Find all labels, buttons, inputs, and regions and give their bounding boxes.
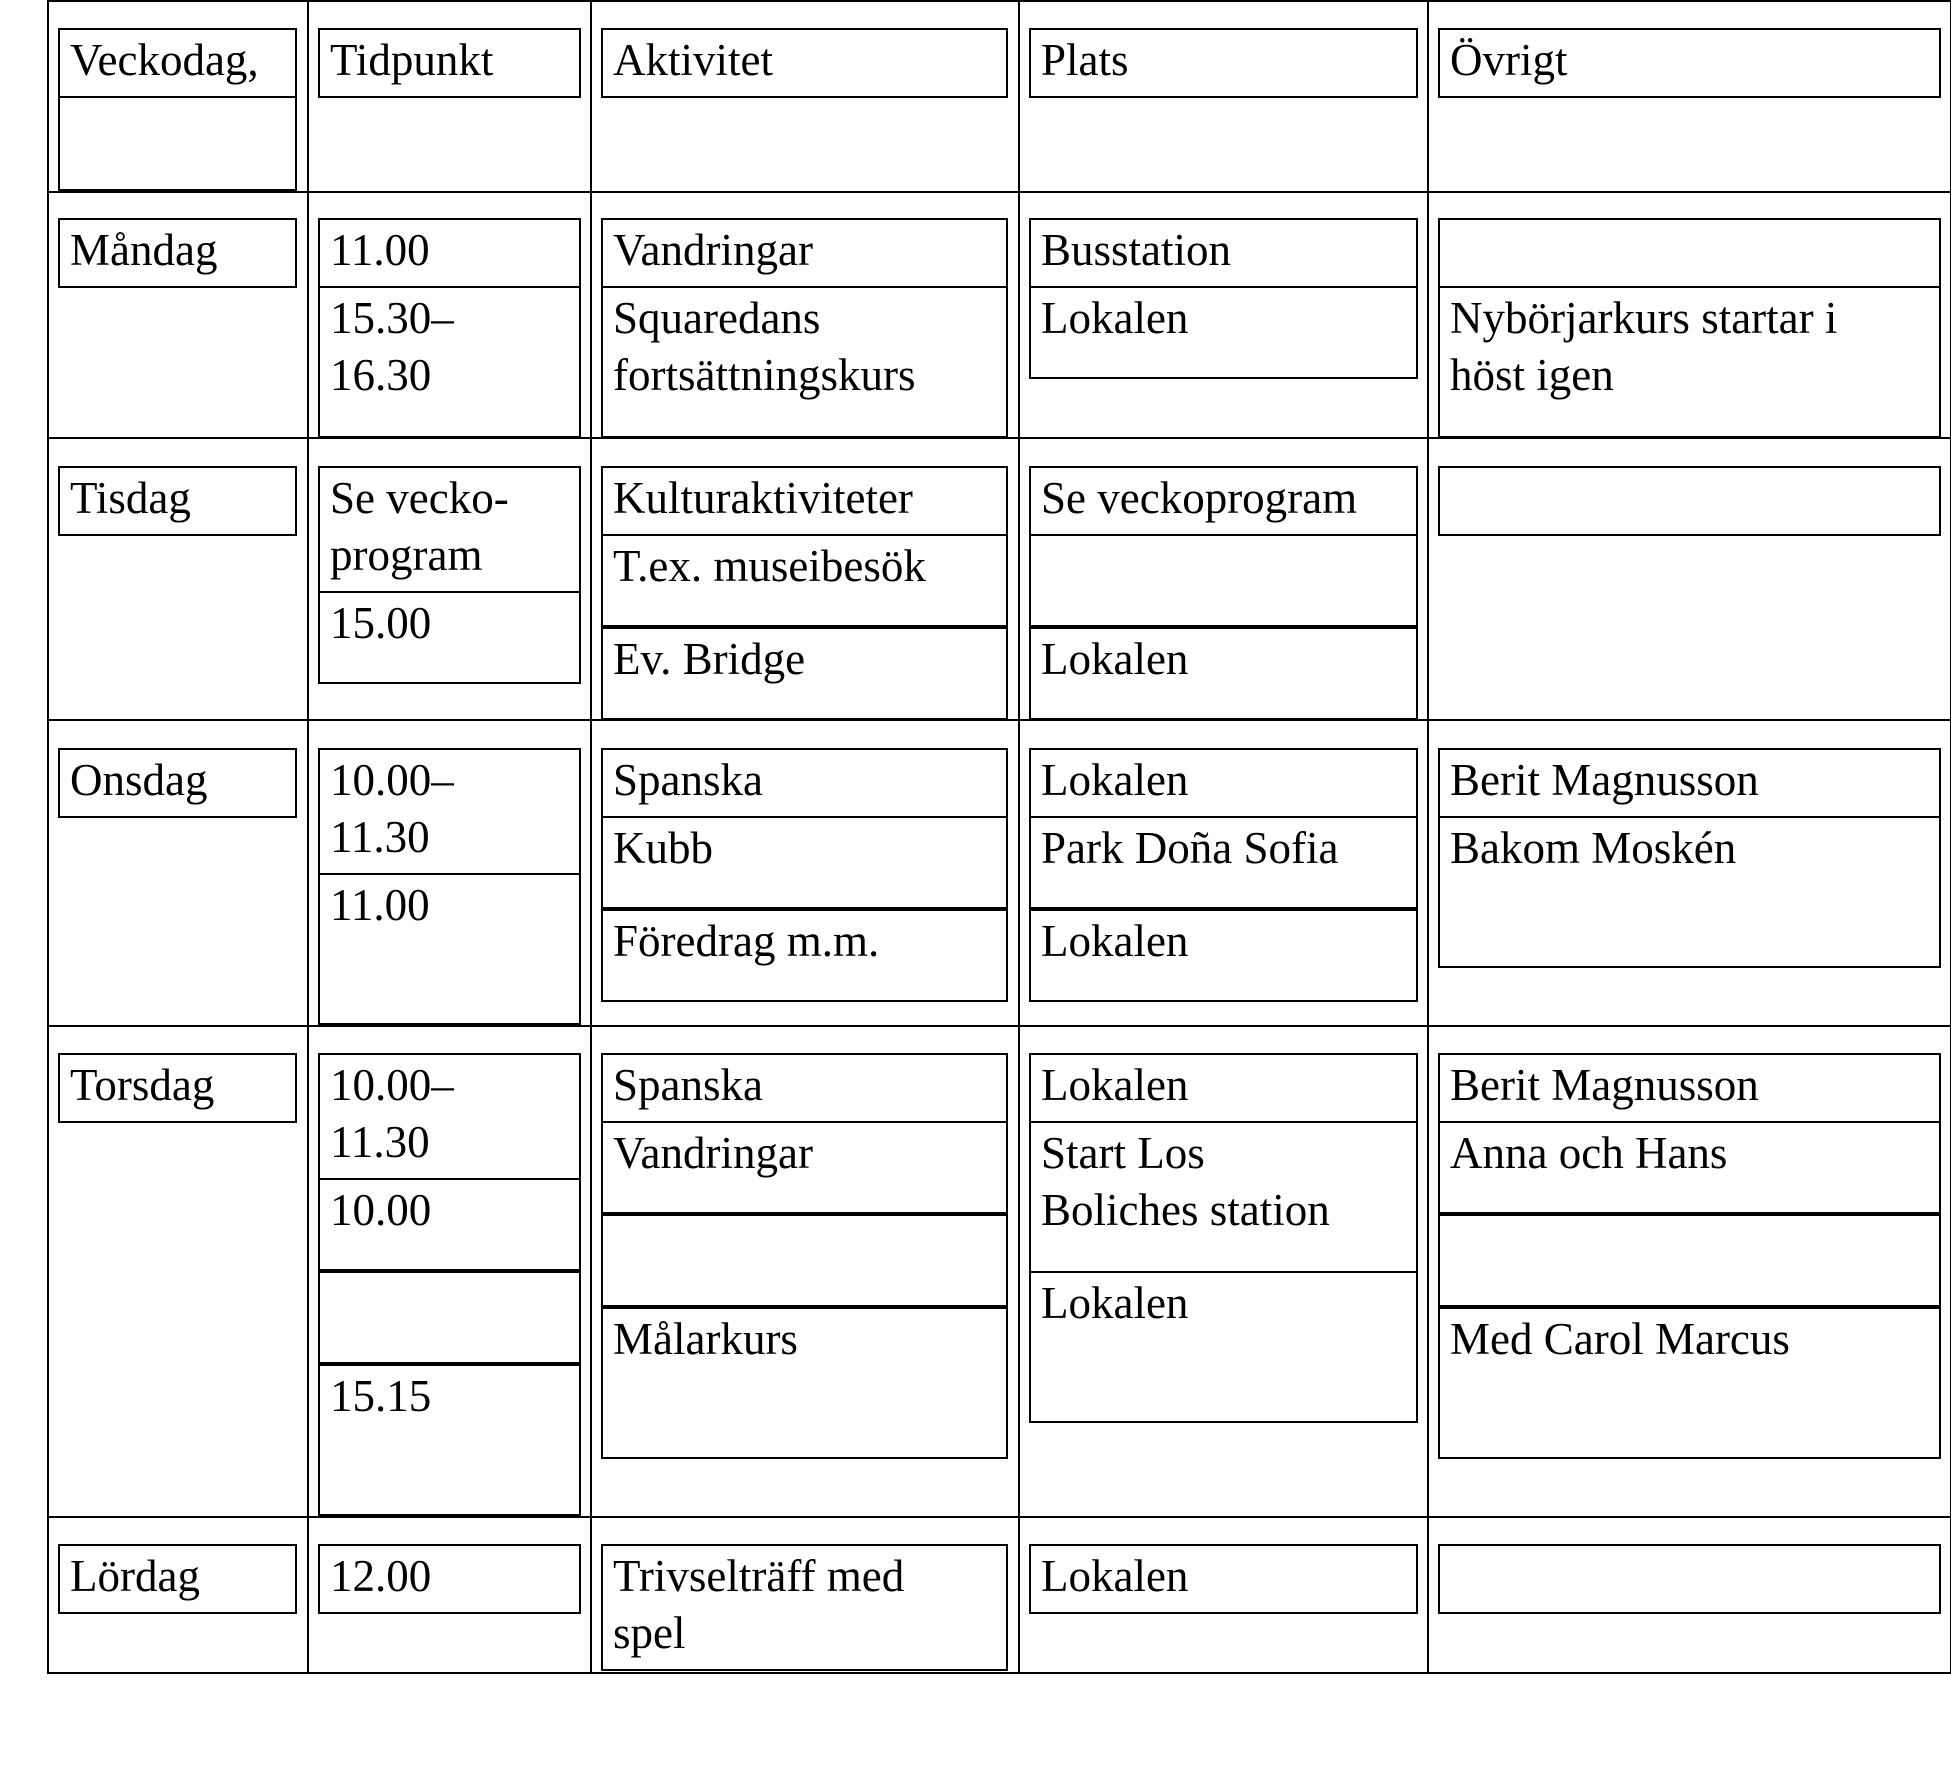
grid-hline [48,0,1951,2]
place-cell [1029,534,1418,627]
other-cell [1438,1544,1941,1614]
other-cell: Berit Magnusson [1438,748,1941,818]
time-cell: 11.00 [318,218,581,288]
other-cell [1438,466,1941,536]
time-cell: 15.00 [318,591,581,684]
grid-vline [47,0,49,1674]
place-cell: Lokalen [1029,1053,1418,1123]
place-cell: Park Doña Sofia [1029,816,1418,909]
weekday-cell: Torsdag [58,1053,297,1123]
column-header: Övrigt [1438,28,1941,98]
activity-cell: Målarkurs [601,1307,1008,1459]
column-header: Veckodag, [58,28,297,98]
activity-cell: Trivselträff med spel [601,1544,1008,1671]
place-cell: Lokalen [1029,1271,1418,1423]
time-cell: 10.00 [318,1178,581,1271]
grid-vline [590,0,592,1674]
other-cell: Berit Magnusson [1438,1053,1941,1123]
time-cell: 15.15 [318,1364,581,1516]
place-cell: Se veckoprogram [1029,466,1418,536]
weekday-cell: Lördag [58,1544,297,1614]
other-cell: Nybörjarkurs startar i höst igen [1438,286,1941,438]
other-cell: Med Carol Marcus [1438,1307,1941,1459]
activity-cell: Kulturaktiviteter [601,466,1008,536]
activity-cell: Föredrag m.m. [601,909,1008,1002]
time-cell [318,1271,581,1364]
time-cell: 11.00 [318,873,581,1025]
time-cell: 12.00 [318,1544,581,1614]
place-cell: Busstation [1029,218,1418,288]
grid-hline [48,1025,1951,1027]
activity-cell: Vandringar [601,1121,1008,1214]
activity-cell [601,1214,1008,1307]
weekday-cell: Onsdag [58,748,297,818]
time-cell: 10.00– 11.30 [318,1053,581,1180]
activity-cell: T.ex. museibesök [601,534,1008,627]
other-cell [1438,218,1941,288]
column-header: Aktivitet [601,28,1008,98]
time-cell: Se vecko- program [318,466,581,593]
column-header: Tidpunkt [318,28,581,98]
activity-cell: Vandringar [601,218,1008,288]
grid-hline [48,1516,1951,1518]
weekday-cell: Tisdag [58,466,297,536]
grid-hline [48,1672,1951,1674]
weekday-cell: Måndag [58,218,297,288]
grid-vline [1427,0,1429,1674]
activity-cell: Ev. Bridge [601,627,1008,720]
activity-cell: Kubb [601,816,1008,909]
place-cell: Lokalen [1029,1544,1418,1614]
column-header: Plats [1029,28,1418,98]
activity-cell: Squaredans fortsättningskurs [601,286,1008,438]
other-cell: Anna och Hans [1438,1121,1941,1214]
grid-hline [48,191,1951,193]
place-cell: Lokalen [1029,748,1418,818]
header-empty-box [58,96,297,191]
time-cell: 10.00– 11.30 [318,748,581,875]
time-cell: 15.30– 16.30 [318,286,581,438]
place-cell: Lokalen [1029,627,1418,720]
grid-vline [1018,0,1020,1674]
activity-cell: Spanska [601,1053,1008,1123]
other-cell [1438,1214,1941,1307]
place-cell: Lokalen [1029,909,1418,1002]
place-cell: Lokalen [1029,286,1418,379]
place-cell: Start Los Boliches station [1029,1121,1418,1273]
activity-cell: Spanska [601,748,1008,818]
grid-vline [307,0,309,1674]
other-cell: Bakom Moskén [1438,816,1941,968]
